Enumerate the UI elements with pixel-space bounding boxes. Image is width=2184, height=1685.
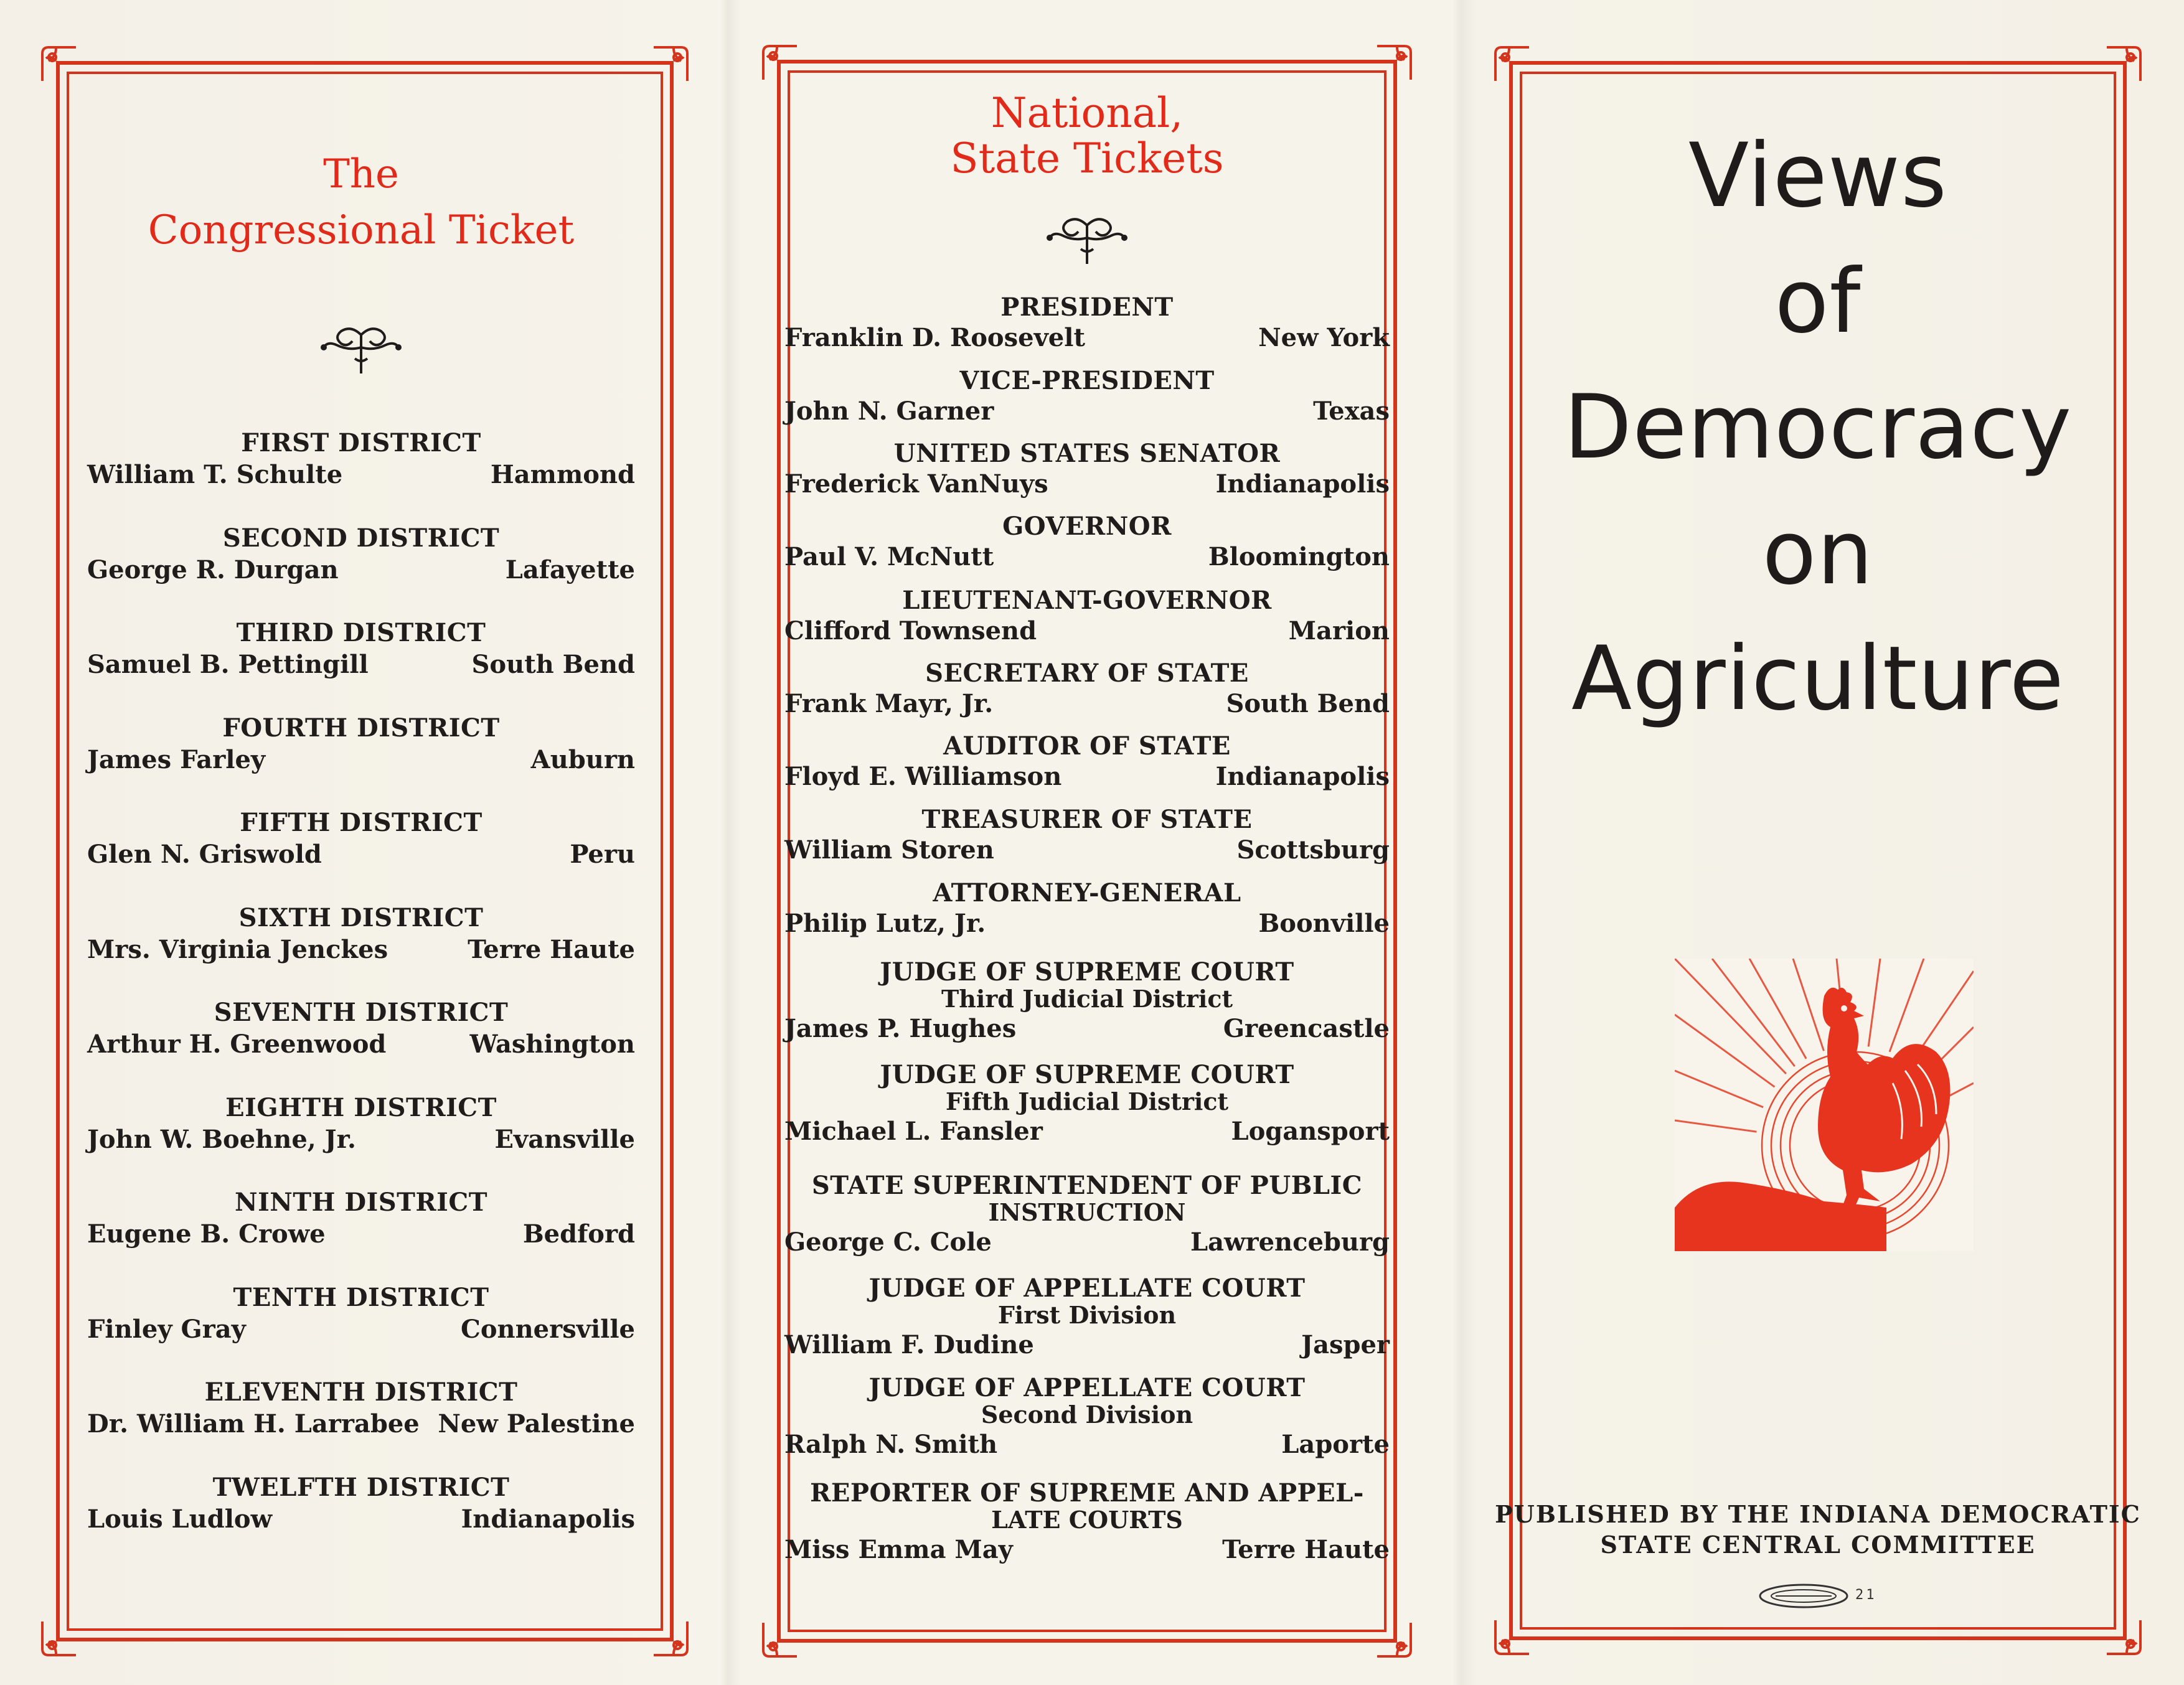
candidate-name: John N. Garner xyxy=(784,397,994,426)
candidate-city: Logansport xyxy=(1231,1116,1390,1146)
candidate-row xyxy=(784,1013,1390,1044)
candidate-row xyxy=(87,744,635,776)
office-entry xyxy=(722,1275,1452,1361)
office-entry xyxy=(722,1061,1452,1147)
candidate-name: Louis Ludlow xyxy=(87,1504,273,1534)
union-number: 21 xyxy=(1855,1587,1877,1603)
cover-title-democracy: Democracy xyxy=(1563,376,2073,479)
congressional-panel xyxy=(0,0,722,1685)
candidate-row xyxy=(784,835,1390,866)
office-subheading: Fifth Judicial District xyxy=(945,1087,1229,1115)
candidate-name: James P. Hughes xyxy=(784,1013,1017,1043)
office-subheading: INSTRUCTION xyxy=(988,1198,1186,1226)
candidate-city: Greencastle xyxy=(1223,1013,1390,1043)
office-entry xyxy=(722,733,1452,792)
candidate-city: Texas xyxy=(1313,397,1390,426)
office-subheading: LATE COURTS xyxy=(991,1506,1183,1534)
corner-ornament-icon xyxy=(1372,41,1416,85)
office-heading: AUDITOR OF STATE xyxy=(943,731,1231,761)
cover-title-on: on xyxy=(1762,502,1874,604)
candidate-name: Franklin D. Roosevelt xyxy=(784,323,1085,352)
candidate-city: Indianapolis xyxy=(1215,469,1390,499)
office-entry xyxy=(722,660,1452,720)
national-title-line2: State Tickets xyxy=(950,134,1224,182)
congressional-title-line1: The xyxy=(323,151,399,197)
candidate-city: Connersville xyxy=(461,1314,635,1344)
candidate-city: Evansville xyxy=(494,1124,635,1154)
cover-title-agriculture: Agriculture xyxy=(1571,627,2064,730)
candidate-name: Paul V. McNutt xyxy=(784,542,994,571)
district-heading: FIFTH DISTRICT xyxy=(240,808,482,837)
candidate-name: Ralph N. Smith xyxy=(784,1429,998,1459)
candidate-row xyxy=(784,396,1390,427)
candidate-row xyxy=(784,688,1390,720)
candidate-row xyxy=(784,542,1390,573)
candidate-name: Finley Gray xyxy=(87,1314,246,1344)
office-heading: REPORTER OF SUPREME AND APPEL- xyxy=(810,1478,1364,1508)
district-entry xyxy=(0,809,722,870)
candidate-city: Laporte xyxy=(1281,1429,1390,1459)
office-subheading: Third Judicial District xyxy=(941,985,1233,1013)
candidate-row xyxy=(784,616,1390,647)
office-heading: STATE SUPERINTENDENT OF PUBLIC xyxy=(811,1171,1363,1200)
office-heading: JUDGE OF SUPREME COURT xyxy=(880,957,1294,987)
district-entry xyxy=(0,1284,722,1345)
publisher-block xyxy=(1452,1499,2184,1561)
corner-ornament-icon xyxy=(2102,42,2145,86)
office-heading: PRESIDENT xyxy=(1000,293,1174,322)
national-title xyxy=(722,91,1452,181)
congressional-title-line2: Congressional Ticket xyxy=(148,207,575,253)
candidate-city: Auburn xyxy=(530,744,635,774)
corner-ornament-icon xyxy=(37,1617,81,1660)
candidate-city: Washington xyxy=(469,1030,635,1059)
corner-ornament-icon xyxy=(1490,1615,1534,1659)
candidate-name: Floyd E. Williamson xyxy=(784,762,1062,791)
district-entry xyxy=(0,525,722,586)
office-entry xyxy=(722,440,1452,500)
office-heading: ATTORNEY-GENERAL xyxy=(933,878,1241,908)
office-entry xyxy=(722,959,1452,1044)
district-entry xyxy=(0,1094,722,1155)
cover-title-views: Views xyxy=(1688,124,1947,227)
candidate-row xyxy=(87,555,635,586)
publisher-line2: STATE CENTRAL COMMITTEE xyxy=(1600,1531,2036,1559)
office-heading: TREASURER OF STATE xyxy=(921,805,1253,834)
district-heading: ELEVENTH DISTRICT xyxy=(204,1378,518,1407)
district-heading: FOURTH DISTRICT xyxy=(222,713,500,743)
rooster-sunrise-icon xyxy=(1675,959,1974,1251)
candidate-name: Miss Emma May xyxy=(784,1534,1013,1564)
candidate-city: South Bend xyxy=(471,650,635,679)
candidate-row xyxy=(784,322,1390,354)
candidate-name: Glen N. Griswold xyxy=(87,840,322,869)
corner-ornament-icon xyxy=(37,42,81,86)
office-subheading: Second Division xyxy=(981,1401,1193,1429)
candidate-row xyxy=(784,1330,1390,1361)
candidate-city: Jasper xyxy=(1301,1330,1390,1359)
candidate-name: Arthur H. Greenwood xyxy=(87,1030,387,1059)
district-entry xyxy=(0,429,722,490)
fleuron-icon xyxy=(311,322,411,378)
district-entry xyxy=(0,1474,722,1535)
candidate-name: William T. Schulte xyxy=(87,460,343,489)
office-heading: SECRETARY OF STATE xyxy=(925,659,1249,688)
candidate-row xyxy=(784,761,1390,792)
district-heading: FIRST DISTRICT xyxy=(241,428,481,458)
district-entry xyxy=(0,999,722,1060)
national-state-panel xyxy=(722,0,1452,1685)
candidate-name: George R. Durgan xyxy=(87,555,339,584)
district-heading: THIRD DISTRICT xyxy=(236,618,486,647)
candidate-city: Terre Haute xyxy=(468,934,635,964)
district-entry xyxy=(0,715,722,776)
candidate-name: William F. Dudine xyxy=(784,1330,1034,1359)
corner-ornament-icon xyxy=(649,42,692,86)
candidate-row xyxy=(784,1227,1390,1258)
candidate-city: Indianapolis xyxy=(461,1504,635,1534)
candidate-row xyxy=(87,459,635,490)
candidate-row xyxy=(784,1534,1390,1565)
district-heading: SIXTH DISTRICT xyxy=(238,903,484,932)
candidate-city: Bedford xyxy=(522,1219,635,1249)
cover-panel xyxy=(1452,0,2184,1685)
candidate-name: Clifford Townsend xyxy=(784,616,1037,645)
district-entry xyxy=(0,1379,722,1440)
candidate-city: Indianapolis xyxy=(1215,762,1390,791)
candidate-city: Marion xyxy=(1288,616,1390,645)
office-entry xyxy=(722,1374,1452,1460)
district-entry xyxy=(0,1189,722,1250)
candidate-row xyxy=(784,1116,1390,1147)
candidate-city: New York xyxy=(1258,323,1390,352)
candidate-row xyxy=(87,649,635,680)
office-entry xyxy=(722,513,1452,573)
corner-ornament-icon xyxy=(1490,42,1534,86)
office-heading: GOVERNOR xyxy=(1002,512,1172,541)
district-heading: TWELFTH DISTRICT xyxy=(212,1472,510,1502)
office-entry xyxy=(722,294,1452,354)
candidate-row xyxy=(784,1429,1390,1460)
candidate-city: Peru xyxy=(570,840,635,869)
candidate-name: William Storen xyxy=(784,835,994,865)
corner-ornament-icon xyxy=(649,1617,692,1660)
candidate-name: Eugene B. Crowe xyxy=(87,1219,326,1249)
candidate-name: George C. Cole xyxy=(784,1227,992,1257)
candidate-city: South Bend xyxy=(1226,689,1390,718)
corner-ornament-icon xyxy=(2102,1615,2145,1659)
district-entry xyxy=(0,619,722,680)
union-bug-icon xyxy=(1757,1581,1850,1611)
office-entry xyxy=(722,367,1452,427)
candidate-city: Terre Haute xyxy=(1222,1534,1390,1564)
office-entry xyxy=(722,587,1452,647)
candidate-city: Boonville xyxy=(1258,909,1390,938)
candidate-name: Dr. William H. Larrabee xyxy=(87,1409,420,1439)
candidate-row xyxy=(87,1124,635,1155)
office-heading: VICE-PRESIDENT xyxy=(959,366,1215,395)
candidate-name: Philip Lutz, Jr. xyxy=(784,909,986,938)
corner-ornament-icon xyxy=(758,41,802,85)
candidate-name: Mrs. Virginia Jenckes xyxy=(87,934,388,964)
candidate-name: Samuel B. Pettingill xyxy=(87,650,369,679)
office-entry xyxy=(722,1172,1452,1258)
candidate-row xyxy=(784,469,1390,500)
candidate-name: Michael L. Fansler xyxy=(784,1116,1043,1146)
office-subheading: First Division xyxy=(997,1301,1177,1329)
candidate-row xyxy=(784,908,1390,939)
candidate-row xyxy=(87,1219,635,1250)
district-heading: EIGHTH DISTRICT xyxy=(225,1092,497,1122)
candidate-name: John W. Boehne, Jr. xyxy=(87,1124,356,1154)
district-heading: NINTH DISTRICT xyxy=(235,1188,487,1217)
office-heading: LIEUTENANT-GOVERNOR xyxy=(902,586,1272,615)
district-heading: SECOND DISTRICT xyxy=(222,523,500,553)
office-entry xyxy=(722,806,1452,866)
corner-ornament-icon xyxy=(758,1618,802,1661)
candidate-row xyxy=(87,1029,635,1060)
cover-title-of: of xyxy=(1774,250,1862,353)
office-heading: JUDGE OF APPELLATE COURT xyxy=(868,1274,1306,1303)
office-heading: JUDGE OF APPELLATE COURT xyxy=(868,1373,1306,1402)
candidate-city: New Palestine xyxy=(438,1409,635,1439)
district-entry xyxy=(0,904,722,965)
candidate-row xyxy=(87,1409,635,1440)
candidate-row xyxy=(87,1504,635,1535)
candidate-name: James Farley xyxy=(87,744,266,774)
publisher-line1: PUBLISHED BY THE INDIANA DEMOCRATIC xyxy=(1495,1500,2141,1528)
candidate-city: Lafayette xyxy=(505,555,635,584)
candidate-city: Bloomington xyxy=(1208,542,1390,571)
candidate-row xyxy=(87,1314,635,1345)
candidate-name: Frederick VanNuys xyxy=(784,469,1048,499)
union-label xyxy=(1757,1581,1894,1611)
national-title-line1: National, xyxy=(991,89,1184,137)
congressional-title xyxy=(0,149,722,255)
candidate-city: Hammond xyxy=(490,460,635,489)
district-heading: SEVENTH DISTRICT xyxy=(214,998,509,1027)
candidate-name: Frank Mayr, Jr. xyxy=(784,689,994,718)
district-heading: TENTH DISTRICT xyxy=(233,1282,489,1312)
candidate-row xyxy=(87,934,635,965)
office-heading: UNITED STATES SENATOR xyxy=(893,439,1281,468)
office-entry xyxy=(722,880,1452,939)
corner-ornament-icon xyxy=(1372,1618,1416,1661)
office-heading: JUDGE OF SUPREME COURT xyxy=(880,1060,1294,1089)
office-entry xyxy=(722,1480,1452,1565)
fleuron-icon xyxy=(1037,213,1137,269)
candidate-city: Lawrenceburg xyxy=(1190,1227,1390,1257)
candidate-row xyxy=(87,839,635,870)
candidate-city: Scottsburg xyxy=(1236,835,1390,865)
